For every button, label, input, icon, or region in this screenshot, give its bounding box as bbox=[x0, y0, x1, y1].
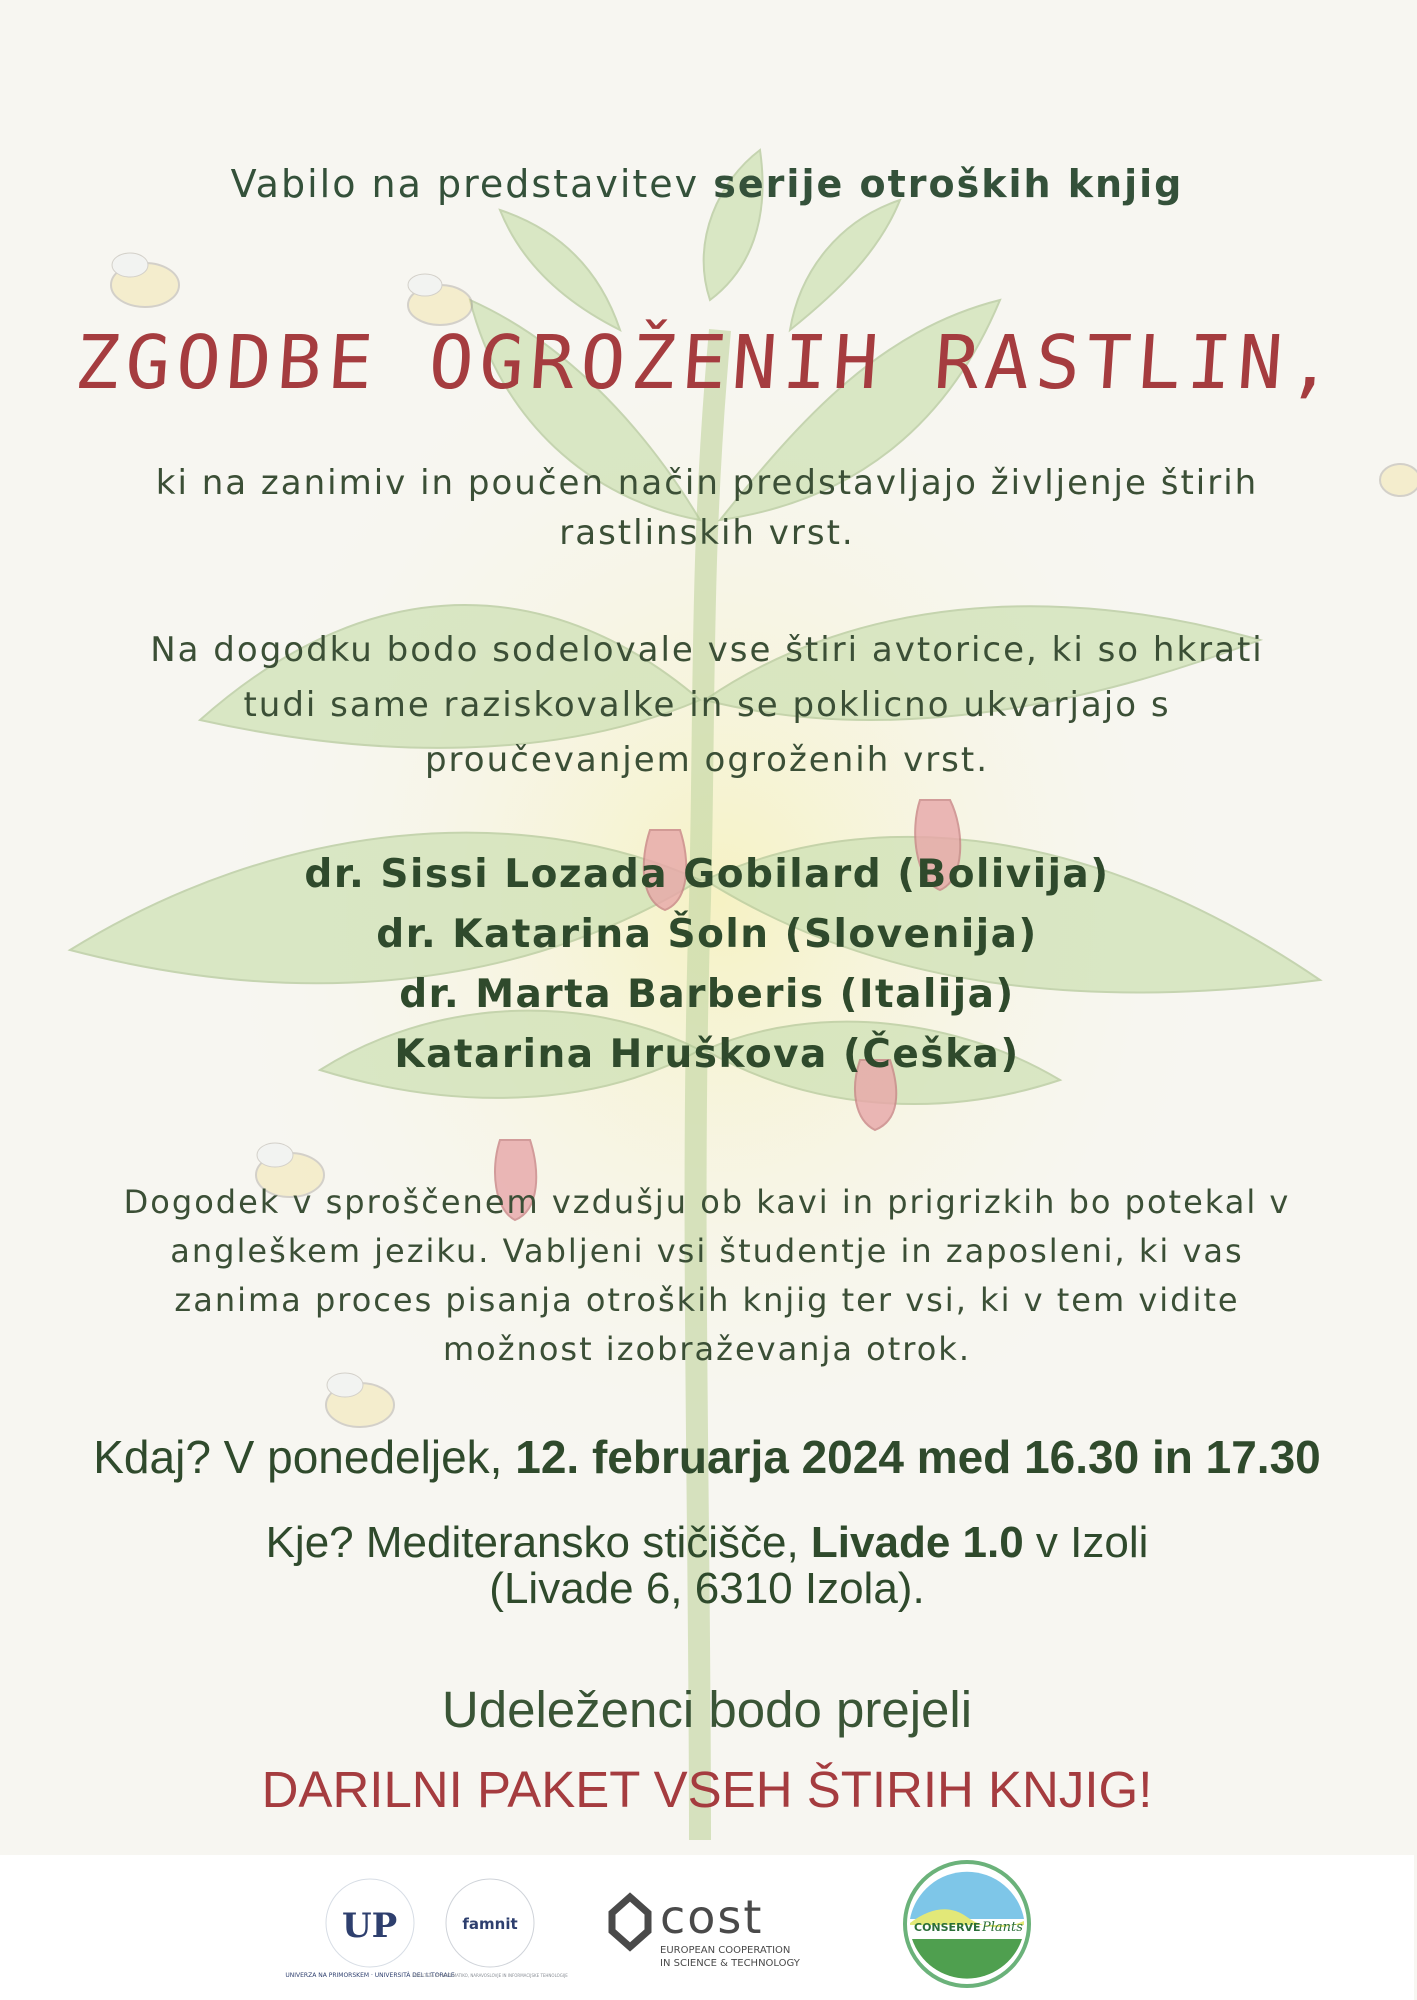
event-details-paragraph: Dogodek v sproščenem vzdušju ob kavi in prigrizkih bo potekal v angleškem jeziku. Vabljeni vsi študentje in zaposleni, ki vas zanima proces pisanja otroških knjig ter vsi, ki v tem vidite možnost izobraževanja otrok. bbox=[123, 1183, 1291, 1368]
conserve-plants-logo bbox=[902, 1859, 1032, 1989]
page-title: ZGODBE OGROŽENIH RASTLIN, bbox=[72, 320, 1342, 406]
intro-bold: serije otroških knjig bbox=[713, 162, 1184, 206]
location-venue: Livade 1.0 bbox=[810, 1518, 1024, 1567]
famnit-ring-text: FAKULTETA ZA MATEMATIKO, NARAVOSLOVJE IN INFORMACIJSKE TEHNOLOGIJE bbox=[412, 1973, 568, 1978]
event-date bbox=[0, 1430, 1414, 1484]
up-university-logo bbox=[285, 1865, 455, 1980]
up-ring-text: UNIVERZA NA PRIMORSKEM · UNIVERSITÀ DEL LITORALE bbox=[285, 1972, 455, 1979]
famnit-logo bbox=[412, 1865, 568, 1980]
authors-intro-paragraph: Na dogodku bodo sodelovale vse štiri avtorice, ki so hkrati tudi same raziskovalke in se poklicno ukvarjajo s proučevanjem ogroženih vrst. bbox=[150, 630, 1264, 780]
date-value: 12. februarja 2024 med 16.30 in 17.30 bbox=[515, 1431, 1321, 1483]
plants-text: Plants bbox=[982, 1920, 1023, 1935]
up-initials: UP bbox=[342, 1906, 398, 1946]
author-item: dr. Katarina Šoln (Slovenija) bbox=[376, 912, 1038, 957]
intro-prefix: Vabilo na predstavitev bbox=[230, 162, 700, 206]
location-suffix: v Izoli bbox=[1023, 1518, 1149, 1567]
cost-line2: IN SCIENCE & TECHNOLOGY bbox=[660, 1958, 800, 1969]
author-item: Katarina Hruškova (Češka) bbox=[394, 1032, 1020, 1077]
logo-footer bbox=[0, 1855, 1414, 2000]
location-prefix: Kje? Mediteransko stičišče, bbox=[265, 1518, 811, 1567]
author-item: dr. Marta Barberis (Italija) bbox=[399, 972, 1015, 1017]
authors-list bbox=[0, 845, 1414, 1085]
author-item: dr. Sissi Lozada Gobilard (Bolivija) bbox=[304, 852, 1110, 897]
famnit-name: famnit bbox=[462, 1915, 518, 1933]
gift-line: Udeleženci bodo prejeli bbox=[441, 1681, 973, 1738]
intro-line bbox=[0, 162, 1414, 206]
description-paragraph: ki na zanimiv in poučen način predstavljajo življenje štirih rastlinskih vrst. bbox=[155, 463, 1259, 553]
gift-highlight: DARILNI PAKET VSEH ŠTIRIH KNJIG! bbox=[261, 1761, 1153, 1818]
event-location bbox=[0, 1520, 1414, 1612]
conserve-text: CONSERVE bbox=[914, 1921, 981, 1934]
cost-line1: EUROPEAN COOPERATION bbox=[660, 1945, 791, 1956]
location-address: (Livade 6, 6310 Izola). bbox=[489, 1564, 925, 1613]
cost-name: cost bbox=[660, 1890, 764, 1944]
cost-logo bbox=[602, 1883, 842, 1973]
date-prefix: Kdaj? V ponedeljek, bbox=[93, 1431, 516, 1483]
